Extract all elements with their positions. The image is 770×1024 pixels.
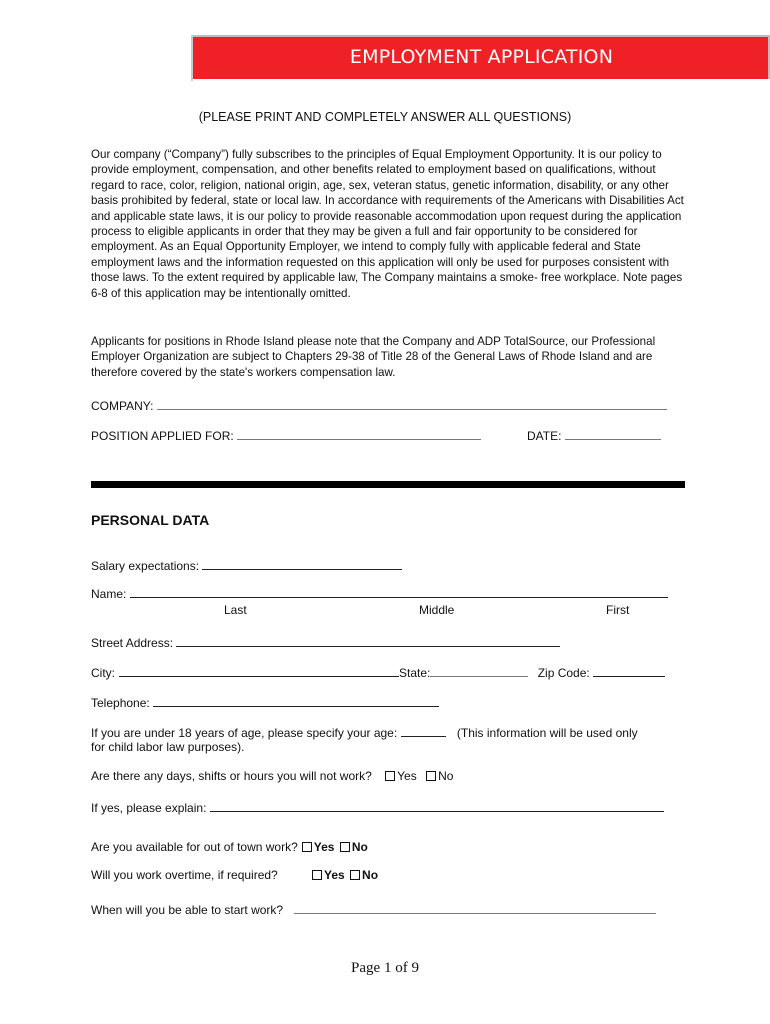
explain-field[interactable] [210,800,664,812]
overtime-question: Will you work overtime, if required? [91,868,278,882]
page-title: EMPLOYMENT APPLICATION [349,46,614,68]
personal-data-heading: PERSONAL DATA [91,512,210,528]
explain-row [91,800,664,815]
street-field[interactable] [176,635,560,647]
name-middle-caption: Middle [419,603,455,617]
days-no-checkbox[interactable] [426,771,436,781]
out-of-town-no-label: No [351,840,368,854]
name-first-caption: First [606,603,630,617]
street-row [91,635,560,650]
age-note-line2: for child labor law purposes). [91,740,245,754]
days-question: Are there any days, shifts or hours you will not work? [91,769,372,783]
salary-row [91,558,402,573]
telephone-row [91,695,439,710]
out-of-town-question: Are you available for out of town work? [91,840,298,854]
start-row [91,902,656,917]
age-note: (This information will be used only [456,726,638,740]
age-label: If you are under 18 years of age, please specify your age: [91,726,398,740]
overtime-options [306,868,378,882]
age-row [91,725,691,740]
overtime-yes-label: Yes [324,868,345,882]
salary-field[interactable] [202,558,402,570]
street-label: Street Address: [91,636,174,650]
date-row [527,428,661,443]
name-label: Name: [91,587,127,601]
days-yes-checkbox[interactable] [385,771,395,781]
overtime-no-label: No [362,868,379,882]
rhode-island-paragraph: Applicants for positions in Rhode Island please note that the Company and ADP TotalSource, our Professional Employer Organization are subject to Chapters 29-38 of Title 28 of the General Laws of Rhode Island and are therefore covered by the state's workers compensation law. [91,335,656,379]
page-number: Page 1 of 9 [351,960,419,976]
state-field[interactable] [430,665,528,677]
date-label: DATE: [527,429,562,443]
zip-label: Zip Code: [537,666,590,680]
telephone-label: Telephone: [91,696,150,710]
company-label: COMPANY: [91,399,154,413]
city-field[interactable] [119,665,399,677]
city-row [91,665,665,680]
days-yes-label: Yes [397,769,417,783]
salary-label: Salary expectations: [91,559,200,573]
overtime-row [91,868,278,882]
days-no-label: No [438,769,454,783]
city-label: City: [91,666,115,680]
instruction-text: (PLEASE PRINT AND COMPLETELY ANSWER ALL QUESTIONS) [198,110,572,124]
overtime-no-checkbox[interactable] [350,870,360,880]
position-field[interactable] [237,428,481,440]
name-row [91,586,668,601]
state-label: State: [399,666,431,680]
section-divider [91,481,685,488]
out-of-town-yes-label: Yes [313,840,335,854]
days-row [91,769,453,783]
overtime-yes-checkbox[interactable] [312,870,322,880]
out-of-town-row [91,840,368,854]
position-row [91,428,481,443]
start-field[interactable] [294,902,656,914]
age-field[interactable] [401,725,446,737]
zip-field[interactable] [593,665,665,677]
eeo-paragraph: Our company (“Company”) fully subscribes to the principles of Equal Employment Opportunity. It is our policy to provide employment, compensation, and other benefits related to employment based on qualifications, without regard to race, color, religion, national origin, age, sex, veteran status, genetic information, disability, or any other basis prohibited by federal, state or local law. In accordance with requirements of the Americans with Disabilities Act and applicable state laws, it is our policy to provide reasonable accommodation upon request during the application process to eligible applicants in order that they may be given a full and fair opportunity to be considered for employment. As an Equal Opportunity Employer, we intend to comply fully with applicable federal and State employment laws and the information requested on this application will only be used for purposes consistent with those laws. To the extent required by applicable law, The Company maintains a smoke- free workplace. Note pages 6-8 of this application may be intentionally omitted. [91,148,684,300]
out-of-town-yes-checkbox[interactable] [302,842,312,852]
name-last-caption: Last [224,603,247,617]
telephone-field[interactable] [153,695,439,707]
company-field[interactable] [157,398,667,410]
name-field[interactable] [130,586,668,598]
date-field[interactable] [565,428,661,440]
position-label: POSITION APPLIED FOR: [91,429,234,443]
explain-label: If yes, please explain: [91,801,207,815]
start-question: When will you be able to start work? [91,903,284,917]
company-row [91,398,667,413]
out-of-town-no-checkbox[interactable] [340,842,350,852]
